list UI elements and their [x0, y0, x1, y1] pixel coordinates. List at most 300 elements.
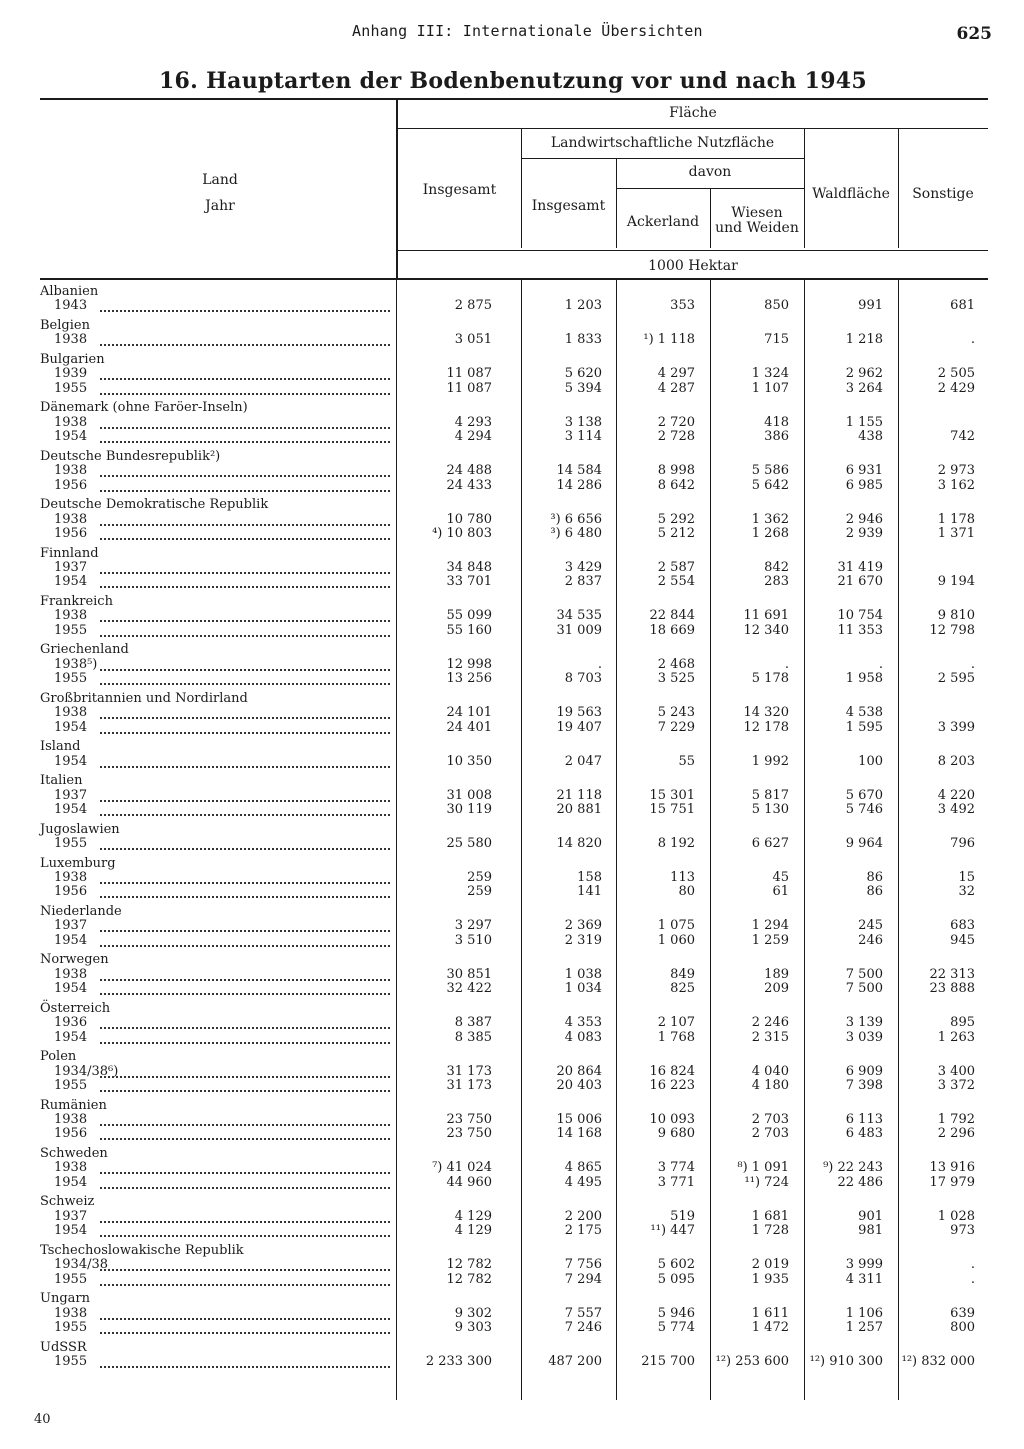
table-cell: 10 780	[446, 511, 492, 527]
country-label: Rumänien	[40, 1097, 107, 1113]
table-cell: 4 293	[454, 414, 492, 430]
year-label: 1938	[54, 966, 88, 982]
table-cell: 9 810	[937, 608, 975, 624]
year-label: 1955	[54, 622, 88, 638]
table-cell: 4 865	[564, 1160, 602, 1176]
country-label: UdSSR	[40, 1339, 87, 1355]
table-cell: 1 218	[845, 332, 883, 348]
year-label: 1954	[54, 1029, 88, 1045]
table-cell: 31 008	[446, 787, 492, 803]
table-cell: 2 315	[751, 1029, 789, 1045]
table-cell: 7 557	[564, 1305, 602, 1321]
table-cell: 14 320	[743, 705, 789, 721]
year-label: 1937	[54, 787, 88, 803]
year-label: 1938	[54, 608, 88, 624]
page-number: 625	[956, 24, 992, 44]
table-cell: 8 385	[454, 1029, 492, 1045]
year-label: 1936	[54, 1015, 88, 1031]
table-cell: 2 946	[845, 511, 883, 527]
table-cell: 5 394	[564, 380, 602, 396]
table-cell: 1 257	[845, 1320, 883, 1335]
table-cell: 2 296	[937, 1126, 975, 1142]
year-label: 1943	[54, 298, 88, 314]
table-cell: 5 130	[751, 802, 789, 817]
table-cell: 1 034	[564, 981, 602, 997]
year-label: 1954	[54, 1174, 88, 1190]
leader-dots	[100, 1235, 390, 1237]
table-cell: 22 844	[649, 608, 695, 624]
leader-dots	[100, 1269, 390, 1271]
leader-dots	[100, 1318, 390, 1320]
table-cell: 215 700	[641, 1354, 695, 1369]
table-cell: 9 194	[937, 574, 975, 590]
table-cell: 438	[858, 429, 883, 445]
table-cell: 2 837	[564, 574, 602, 590]
year-label: 1937	[54, 918, 88, 934]
table-cell: 973	[950, 1223, 975, 1239]
year-label: 1938	[54, 870, 88, 885]
table-cell: 2 554	[657, 574, 695, 590]
table-cell: 21 118	[556, 787, 602, 803]
table-cell: 800	[950, 1320, 975, 1335]
year-label: 1955	[54, 1078, 88, 1093]
table-cell: 5 095	[657, 1271, 695, 1287]
table-cell: 15 751	[649, 802, 695, 817]
table-cell: 23 888	[929, 981, 975, 997]
table-cell: 3 139	[845, 1015, 883, 1031]
table-cell: 2 369	[564, 918, 602, 934]
table-cell: 1 106	[845, 1305, 883, 1321]
table-cell: .	[970, 332, 975, 348]
table-cell: .	[970, 656, 975, 672]
table-cell: 24 488	[446, 463, 492, 479]
table-cell: 9 680	[657, 1126, 695, 1142]
header-insgesamt: Insgesamt	[422, 182, 497, 198]
header-sonstige: Sonstige	[912, 186, 974, 202]
table-cell: 4 287	[657, 380, 695, 396]
leader-dots	[100, 848, 390, 850]
table-cell: 14 168	[556, 1126, 602, 1142]
table-cell: 3 510	[454, 932, 492, 948]
country-label: Deutsche Bundesrepublik²)	[40, 448, 221, 464]
table-cell: .	[784, 656, 789, 672]
table-cell: 825	[670, 981, 695, 997]
table-cell: 4 129	[454, 1223, 492, 1239]
table-cell: 11 087	[446, 380, 492, 396]
country-label: Niederlande	[40, 904, 122, 919]
table-cell: 209	[764, 981, 789, 997]
table-cell: 9 303	[454, 1320, 492, 1335]
table-cell: .	[970, 1257, 975, 1273]
table-cell: 683	[950, 918, 975, 934]
table-cell: 19 407	[556, 719, 602, 735]
table-cell: 1 178	[937, 511, 975, 527]
table-cell: ¹) 1 118	[643, 332, 695, 348]
leader-dots	[100, 930, 390, 932]
table-cell: 14 584	[556, 463, 602, 479]
table-cell: 639	[950, 1305, 975, 1321]
leader-dots	[100, 979, 390, 981]
table-cell: 2 047	[564, 753, 602, 769]
table-cell: 2 505	[937, 366, 975, 382]
year-label: 1938	[54, 1305, 88, 1321]
table-cell: 19 563	[556, 705, 602, 721]
leader-dots	[100, 1366, 390, 1368]
leader-dots	[100, 1042, 390, 1044]
country-label: Ungarn	[40, 1291, 90, 1307]
table-cell: 796	[950, 836, 975, 851]
table-cell: 44 960	[446, 1174, 492, 1190]
table-cell: 6 909	[845, 1063, 883, 1079]
table-cell: 4 538	[845, 705, 883, 721]
leader-dots	[100, 344, 390, 346]
table-cell: 1 028	[937, 1208, 975, 1224]
leader-dots	[100, 945, 390, 947]
table-cell: 1 611	[751, 1305, 789, 1321]
table-cell: 31 009	[556, 622, 602, 638]
table-cell: 18 669	[649, 622, 695, 638]
table-cell: 61	[772, 884, 789, 900]
table-cell: 1 203	[564, 298, 602, 314]
country-label: Schweden	[40, 1146, 108, 1161]
country-label: Deutsche Demokratische Republik	[40, 497, 269, 513]
table-cell: 1 038	[564, 966, 602, 982]
header-wiesen-1: Wiesen	[731, 205, 783, 221]
table-cell: 3 297	[454, 918, 492, 934]
leader-dots	[100, 393, 390, 395]
year-label: 1938	[54, 705, 88, 721]
table-cell: 1 362	[751, 511, 789, 527]
table-cell: 2 720	[657, 414, 695, 430]
table-cell: 16 223	[649, 1078, 695, 1093]
table-cell: 4 294	[454, 429, 492, 445]
rule-unit-top	[398, 250, 988, 251]
year-label: 1938	[54, 1160, 88, 1176]
leader-dots	[100, 1090, 390, 1092]
table-cell: 31 419	[837, 560, 883, 575]
table-cell: 12 782	[446, 1271, 492, 1287]
table-cell: 842	[764, 560, 789, 575]
table-cell: 45	[772, 870, 789, 885]
table-cell: 1 294	[751, 918, 789, 934]
table-cell: 2 973	[937, 463, 975, 479]
table-cell: 895	[950, 1015, 975, 1031]
table-cell: 7 756	[564, 1257, 602, 1273]
table-cell: 353	[670, 298, 695, 314]
year-label: 1955	[54, 380, 88, 396]
table-cell: 245	[858, 918, 883, 934]
leader-dots	[100, 800, 390, 802]
header-unit: 1000 Hektar	[648, 258, 738, 274]
table-cell: 2 939	[845, 526, 883, 541]
table-cell: 2 962	[845, 366, 883, 382]
table-cell: 9 302	[454, 1305, 492, 1321]
table-cell: 2 246	[751, 1015, 789, 1031]
table-cell: 13 916	[929, 1160, 975, 1176]
year-label: 1954	[54, 981, 88, 997]
leader-dots	[100, 732, 390, 734]
table-cell: 3 399	[937, 719, 975, 735]
table-cell: 20 403	[556, 1078, 602, 1093]
table-cell: 418	[764, 414, 789, 430]
table-cell: 1 681	[751, 1208, 789, 1224]
table-cell: 7 246	[564, 1320, 602, 1335]
year-label: 1954	[54, 429, 88, 445]
table-cell: 2 595	[937, 671, 975, 687]
table-cell: 8 703	[564, 671, 602, 687]
table-cell: 6 931	[845, 463, 883, 479]
table-cell: ³) 6 656	[550, 511, 602, 527]
year-label: 1954	[54, 574, 88, 590]
table-cell: 25 580	[446, 836, 492, 851]
table-cell: 55 160	[446, 622, 492, 638]
table-cell: 1 992	[751, 753, 789, 769]
table-cell: ⁷) 41 024	[432, 1160, 492, 1176]
table-cell: 849	[670, 966, 695, 982]
table-cell: 23 750	[446, 1112, 492, 1127]
year-label: 1939	[54, 366, 88, 382]
table-cell: 21 670	[837, 574, 883, 590]
rule-flaeche	[398, 128, 988, 129]
table-cell: 4 353	[564, 1015, 602, 1031]
table-cell: 30 119	[446, 802, 492, 817]
table-cell: 1 792	[937, 1112, 975, 1127]
table-cell: 5 817	[751, 787, 789, 803]
leader-dots	[100, 993, 390, 995]
table-cell: 20 881	[556, 802, 602, 817]
year-label: 1938	[54, 511, 88, 527]
table-cell: 259	[467, 884, 492, 900]
table-cell: 5 746	[845, 802, 883, 817]
table-cell: ¹¹) 447	[650, 1223, 695, 1239]
year-label: 1955	[54, 836, 88, 851]
table-cell: 1 107	[751, 380, 789, 396]
table-cell: 32 422	[446, 981, 492, 997]
year-label: 1938	[54, 332, 88, 348]
year-label: 1956	[54, 884, 88, 900]
table-cell: 3 774	[657, 1160, 695, 1176]
header-landw-insgesamt: Insgesamt	[531, 198, 606, 214]
country-label: Island	[40, 739, 81, 755]
table-cell: 259	[467, 870, 492, 885]
table-cell: 12 340	[743, 622, 789, 638]
table-cell: 3 051	[454, 332, 492, 348]
table-cell: 2 703	[751, 1126, 789, 1142]
leader-dots	[100, 1172, 390, 1174]
table-cell: 31 173	[446, 1063, 492, 1079]
table-cell: 8 387	[454, 1015, 492, 1031]
leader-dots	[100, 1124, 390, 1126]
table-cell: 8 192	[657, 836, 695, 851]
table-cell: 31 173	[446, 1078, 492, 1093]
table-cell: 4 129	[454, 1208, 492, 1224]
year-label: 1954	[54, 719, 88, 735]
table-cell: ⁹) 22 243	[823, 1160, 883, 1176]
table-cell: 16 824	[649, 1063, 695, 1079]
table-cell: 8 642	[657, 477, 695, 493]
table-cell: 3 525	[657, 671, 695, 687]
table-cell: 20 864	[556, 1063, 602, 1079]
table-cell: 4 311	[845, 1271, 883, 1287]
country-label: Frankreich	[40, 594, 113, 609]
header-landw: Landwirtschaftliche Nutzfläche	[550, 135, 775, 151]
country-label: Albanien	[40, 284, 99, 299]
table-cell: 34 535	[556, 608, 602, 624]
table-cell: 55 099	[446, 608, 492, 624]
leader-dots	[100, 524, 390, 526]
leader-dots	[100, 572, 390, 574]
table-cell: 2 233 300	[425, 1354, 492, 1369]
table-cell: 1 155	[845, 414, 883, 430]
year-label: 1937	[54, 560, 88, 575]
table-cell: 24 433	[446, 477, 492, 493]
table-cell: 14 286	[556, 477, 602, 493]
table-cell: 55	[678, 753, 695, 769]
leader-dots	[100, 475, 390, 477]
table-cell: 4 083	[564, 1029, 602, 1045]
table-cell: 22 313	[929, 966, 975, 982]
table-cell: 7 398	[845, 1078, 883, 1093]
running-header	[0, 20, 1024, 44]
leader-dots	[100, 683, 390, 685]
year-label: 1937	[54, 1208, 88, 1224]
country-label: Belgien	[40, 318, 90, 333]
country-label: Griechenland	[40, 642, 129, 658]
table-cell: 10 093	[649, 1112, 695, 1127]
table-cell: 7 500	[845, 981, 883, 997]
year-label: 1954	[54, 1223, 88, 1239]
table-cell: 2 200	[564, 1208, 602, 1224]
table-cell: 3 492	[937, 802, 975, 817]
table-cell: 283	[764, 574, 789, 590]
table-cell: 3 372	[937, 1078, 975, 1093]
table-cell: 22 486	[837, 1174, 883, 1190]
table-cell: 5 774	[657, 1320, 695, 1335]
table-cell: 12 782	[446, 1257, 492, 1273]
leader-dots	[100, 882, 390, 884]
leader-dots	[100, 814, 390, 816]
year-label: 1938	[54, 414, 88, 430]
header-wiesen-2: und Weiden	[715, 220, 799, 236]
table-cell: 1 324	[751, 366, 789, 382]
table-cell: 3 999	[845, 1257, 883, 1273]
table-cell: 5 602	[657, 1257, 695, 1273]
table-cell: 3 771	[657, 1174, 695, 1190]
table-cell: 3 264	[845, 380, 883, 396]
leader-dots	[100, 896, 390, 898]
table-cell: ¹¹) 724	[744, 1174, 789, 1190]
table-cell: 715	[764, 332, 789, 348]
table-cell: 24 401	[446, 719, 492, 735]
leader-dots	[100, 538, 390, 540]
table-cell: 17 979	[929, 1174, 975, 1190]
table-cell: 3 114	[564, 429, 602, 445]
table-cell: 1 472	[751, 1320, 789, 1335]
table-cell: 8 998	[657, 463, 695, 479]
table-cell: 246	[858, 932, 883, 948]
country-label: Großbritannien und Nordirland	[40, 690, 248, 706]
table-cell: 5 178	[751, 671, 789, 687]
table-cell: ³) 6 480	[550, 526, 602, 541]
table-cell: 681	[950, 298, 975, 314]
table-cell: 2 019	[751, 1257, 789, 1273]
table-cell: 15 006	[556, 1112, 602, 1127]
table-cell: 5 243	[657, 705, 695, 721]
country-label: Norwegen	[40, 952, 109, 968]
table-cell: 4 040	[751, 1063, 789, 1079]
table-cell: 15	[958, 870, 975, 885]
table-cell: ⁴) 10 803	[432, 526, 492, 541]
year-label: 1955	[54, 1354, 88, 1369]
leader-dots	[100, 1187, 390, 1189]
table-cell: 34 848	[446, 560, 492, 575]
header-waldflaeche: Waldfläche	[812, 186, 890, 202]
table-cell: 12 798	[929, 622, 975, 638]
year-label: 1955	[54, 671, 88, 687]
table-cell: 86	[866, 884, 883, 900]
rule-landw	[521, 158, 804, 159]
table-cell: ¹²) 910 300	[809, 1354, 883, 1369]
year-label: 1934/38	[54, 1257, 109, 1273]
leader-dots	[100, 1332, 390, 1334]
stub-jahr: Jahr	[205, 198, 235, 214]
country-label: Dänemark (ohne Faröer-Inseln)	[40, 400, 248, 416]
leader-dots	[100, 635, 390, 637]
table-cell: 1 075	[657, 918, 695, 934]
table-cell: ⁸) 1 091	[737, 1160, 789, 1176]
year-label: 1956	[54, 1126, 88, 1142]
rule-top	[40, 98, 988, 100]
table-cell: 4 180	[751, 1078, 789, 1093]
year-label: 1954	[54, 753, 88, 769]
year-label: 1934/38⁶)	[54, 1063, 119, 1079]
leader-dots	[100, 1027, 390, 1029]
leader-dots	[100, 310, 390, 312]
year-label: 1938	[54, 1112, 88, 1127]
table-cell: 2 107	[657, 1015, 695, 1031]
table-cell: 4 297	[657, 366, 695, 382]
table-cell: 3 162	[937, 477, 975, 493]
header-flaeche: Fläche	[669, 105, 717, 121]
table-cell: 1 263	[937, 1029, 975, 1045]
table-cell: 742	[950, 429, 975, 445]
year-label: 1938	[54, 463, 88, 479]
table-cell: 5 620	[564, 366, 602, 382]
year-label: 1956	[54, 477, 88, 493]
country-label: Jugoslawien	[40, 821, 120, 837]
table-cell: 3 138	[564, 414, 602, 430]
table-cell: .	[970, 1271, 975, 1287]
leader-dots	[100, 766, 390, 768]
table-cell: 32	[958, 884, 975, 900]
table-cell: .	[597, 656, 602, 672]
table-cell: 14 820	[556, 836, 602, 851]
year-label: 1954	[54, 802, 88, 817]
header-ackerland: Ackerland	[626, 214, 700, 230]
table-cell: 981	[858, 1223, 883, 1239]
table-cell: 113	[670, 870, 695, 885]
table-cell: 945	[950, 932, 975, 948]
table-cell: 141	[577, 884, 602, 900]
table-cell: 1 958	[845, 671, 883, 687]
table-cell: 2 875	[454, 298, 492, 314]
table-cell: 850	[764, 298, 789, 314]
table-cell: 519	[670, 1208, 695, 1224]
table-cell: 23 750	[446, 1126, 492, 1142]
table-title: 16. Hauptarten der Bodenbenutzung vor und nach 1945	[158, 68, 868, 94]
country-label: Finnland	[40, 545, 99, 561]
country-label: Tschechoslowakische Republik	[40, 1242, 244, 1258]
